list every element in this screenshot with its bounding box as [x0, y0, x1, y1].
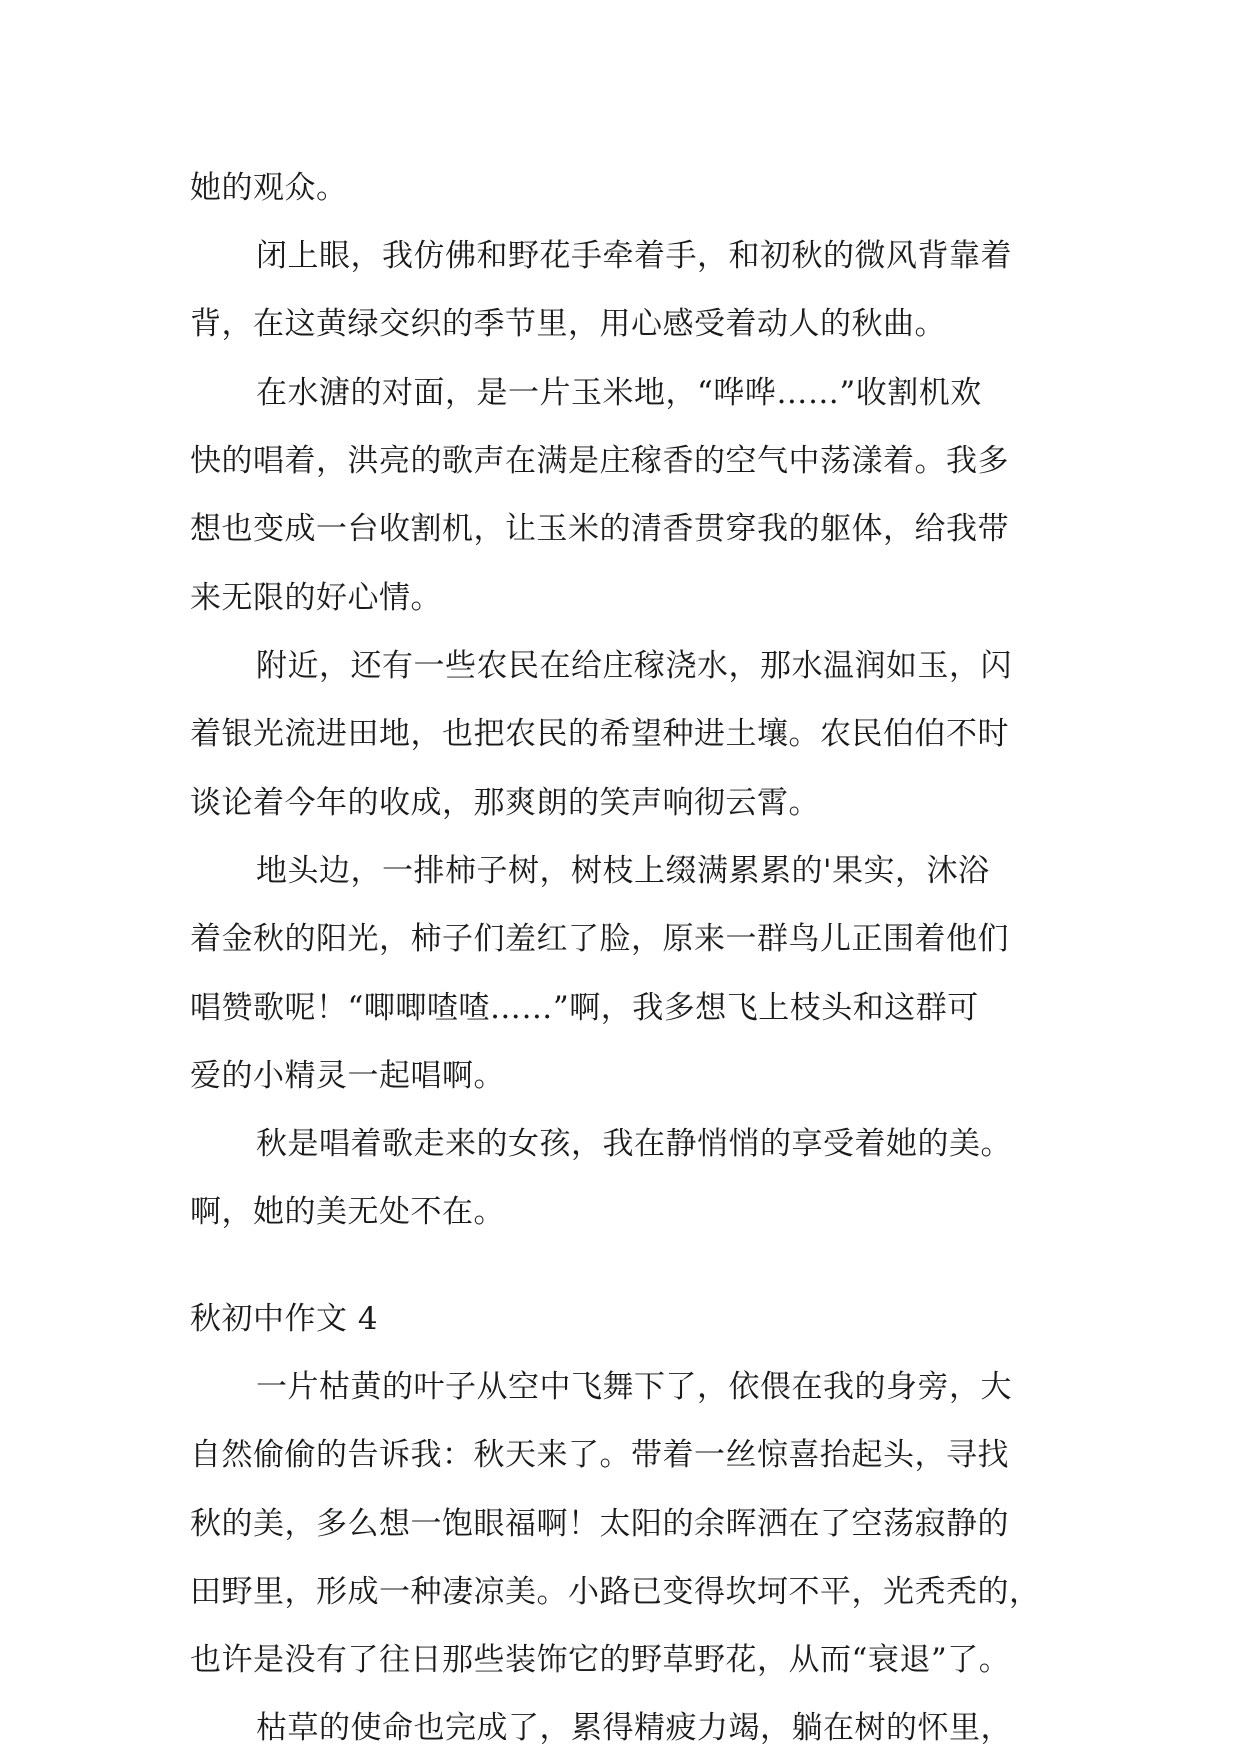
text-line-17: 一片枯黄的叶子从空中飞舞下了，依偎在我的身旁，大: [256, 1369, 1012, 1405]
text-line-12: 着金秋的阳光，柿子们羞红了脸，原来一群鸟儿正围着他们: [190, 921, 1009, 957]
text-line-1: 她的观众。: [190, 170, 348, 206]
text-line-16: 啊，她的美无处不在。: [190, 1194, 505, 1230]
text-line-6: 想也变成一台收割机，让玉米的清香贯穿我的躯体，给我带: [190, 511, 1009, 547]
text-line-2: 闭上眼，我仿佛和野花手牵着手，和初秋的微风背靠着: [256, 238, 1012, 274]
text-line-8: 附近，还有一些农民在给庄稼浇水，那水温润如玉，闪: [256, 648, 1012, 684]
text-line-5: 快的唱着，洪亮的歌声在满是庄稼香的空气中荡漾着。我多: [190, 443, 1009, 479]
section-heading: 秋初中作文 4: [190, 1301, 379, 1337]
text-line-3: 背，在这黄绿交织的季节里，用心感受着动人的秋曲。: [190, 306, 946, 342]
text-line-10: 谈论着今年的收成，那爽朗的笑声响彻云霄。: [190, 785, 820, 821]
text-line-7: 来无限的好心情。: [190, 580, 442, 616]
text-line-19: 秋的美，多么想一饱眼福啊！太阳的余晖洒在了空荡寂静的: [190, 1506, 1009, 1542]
text-line-4: 在水溏的对面，是一片玉米地，“哗哗……”收割机欢: [256, 375, 982, 411]
text-line-13: 唱赞歌呢！“唧唧喳喳……”啊，我多想飞上枝头和这群可: [190, 990, 979, 1026]
text-line-20: 田野里，形成一种凄凉美。小路已变得坎坷不平，光秃秃的，: [190, 1574, 1041, 1610]
text-line-21: 也许是没有了往日那些装饰它的野草野花，从而“衰退”了。: [190, 1642, 1011, 1678]
text-line-11: 地头边，一排柿子树，树枝上缀满累累的'果实，沐浴: [256, 853, 990, 889]
text-line-22: 枯草的使命也完成了，累得精疲力竭，躺在树的怀里，: [256, 1710, 1012, 1746]
text-line-15: 秋是唱着歌走来的女孩，我在静悄悄的享受着她的美。: [256, 1126, 1012, 1162]
text-line-18: 自然偷偷的告诉我：秋天来了。带着一丝惊喜抬起头，寻找: [190, 1437, 1009, 1473]
text-line-14: 爱的小精灵一起唱啊。: [190, 1058, 505, 1094]
text-line-9: 着银光流进田地，也把农民的希望种进土壤。农民伯伯不时: [190, 716, 1009, 752]
